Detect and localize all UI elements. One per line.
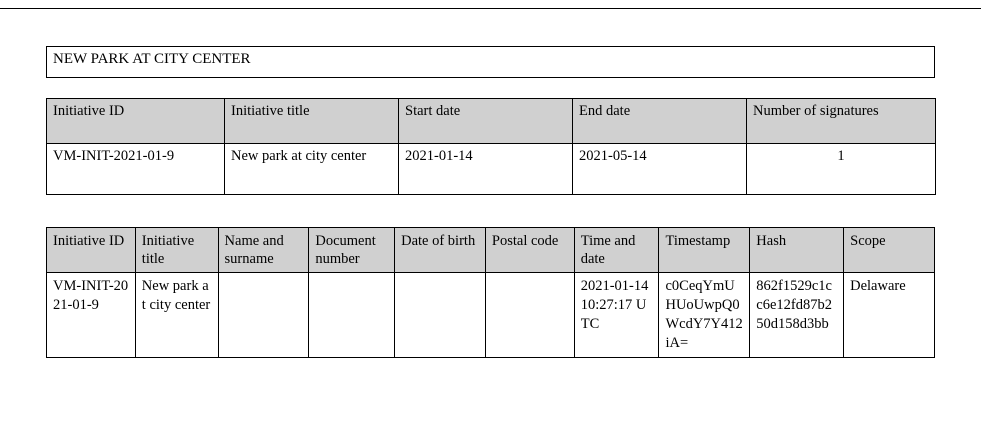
summary-cell-start-date: 2021-01-14 [399, 144, 573, 195]
title-row [47, 47, 935, 78]
title-table [46, 46, 935, 78]
summary-cell-number-of-signatures: 1 [747, 144, 936, 195]
sig-cell-time-and-date: 2021-01-14 10:27:17 UTC [574, 273, 659, 357]
summary-header-end-date: End date [573, 99, 747, 144]
sig-header-name-and-surname: Name and surname [218, 228, 309, 273]
sig-cell-hash: 862f1529c1cc6e12fd87b250d158d3bb [750, 273, 844, 357]
summary-header-row [47, 99, 936, 144]
summary-header-initiative-id: Initiative ID [47, 99, 225, 144]
sig-header-hash: Hash [750, 228, 844, 273]
table-row [47, 144, 936, 195]
sig-header-time-and-date: Time and date [574, 228, 659, 273]
document-body [46, 46, 935, 358]
page-title: NEW PARK AT CITY CENTER [47, 47, 935, 78]
sig-header-timestamp: Timestamp [659, 228, 750, 273]
sig-header-document-number: Document number [309, 228, 395, 273]
summary-header-number-of-signatures: Number of signatures [747, 99, 936, 144]
summary-cell-end-date: 2021-05-14 [573, 144, 747, 195]
sig-cell-document-number [309, 273, 395, 357]
sig-header-scope: Scope [844, 228, 935, 273]
sig-cell-date-of-birth [395, 273, 486, 357]
sig-header-postal-code: Postal code [485, 228, 574, 273]
sig-cell-initiative-id: VM-INIT-2021-01-9 [47, 273, 136, 357]
summary-cell-initiative-title: New park at city center [225, 144, 399, 195]
sig-cell-scope: Delaware [844, 273, 935, 357]
sig-cell-name-and-surname [218, 273, 309, 357]
signatures-table [46, 227, 935, 358]
sig-header-initiative-title: Initiative title [135, 228, 218, 273]
page-top-rule [0, 8, 981, 9]
signatures-header-row [47, 228, 935, 273]
initiative-summary-table [46, 98, 936, 195]
summary-header-initiative-title: Initiative title [225, 99, 399, 144]
sig-cell-postal-code [485, 273, 574, 357]
sig-header-date-of-birth: Date of birth [395, 228, 486, 273]
sig-cell-timestamp: c0CeqYmUHUoUwpQ0WcdY7Y412iA= [659, 273, 750, 357]
summary-cell-initiative-id: VM-INIT-2021-01-9 [47, 144, 225, 195]
sig-header-initiative-id: Initiative ID [47, 228, 136, 273]
sig-cell-initiative-title: New park at city center [135, 273, 218, 357]
summary-header-start-date: Start date [399, 99, 573, 144]
table-row [47, 273, 935, 357]
